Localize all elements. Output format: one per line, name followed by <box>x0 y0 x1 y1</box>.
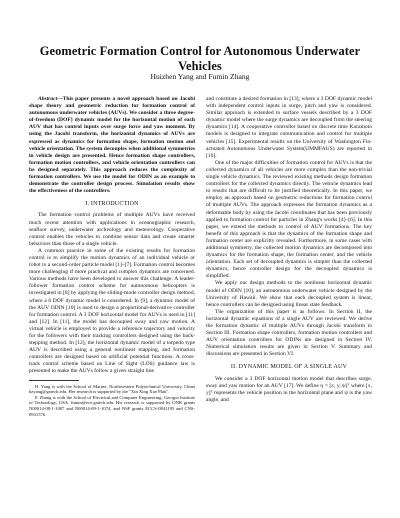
right-paragraph-2: One of the major difficulties of formation control for AUVs is that the collected dynamics of all vehicles are more complex than the non-trivial single vehicle dynamics. The reviewed existing methods design formation controllers for the collected dynamics directly. The vehicle dynamics lead to results that are difficult to be justified theoretically. In this paper, we employ an approach based on geometric reductions for formation control of multiple AUVs. The approach expresses the formation dynamics as a deformable body by using the Jacobi coordinates that has been previously applied to formation control for particles in Zhang's works [4]–[6]. In this paper, we extend the methods to control of AUV formations. The key benefit of this approach is that the dynamics of the formation shape and formation center are explicitly revealed. Furthermore, in some cases with additional symmetry, the collected motion dynamics are decomposed into dynamics for the formation shape, the formation center, and the vehicle orientation. Each set of decoupled dynamics is simpler than the collected dynamics, hence controller design for the decoupled dynamics is simplified. <box>206 159 372 280</box>
right-column <box>206 96 372 404</box>
paper-title: Geometric Formation Control for Autonomous Underwater Vehicles <box>39 44 361 73</box>
abstract-label: Abstract <box>38 96 58 102</box>
section-heading-introduction: I. INTRODUCTION <box>85 201 139 208</box>
abstract <box>29 96 195 195</box>
section-heading-dynamic-model: II. DYNAMIC MODEL OF A SINGLE AUV <box>230 364 348 371</box>
footnote-2: F. Zhang is with the School of Electrical and Computer Engineering, Georgia Institute of Technology, USA, fumin@ece.gatech.edu. His research is supported by ONR grants N00014-08-1-1007 and N00014-09-1-1074, and NSF grants ECCS-0841195 and CNS-0931576. <box>29 394 195 417</box>
footnotes <box>29 384 195 418</box>
intro-paragraph-1: The formation control problems of multiple AUVs have received much recent attention with applications in oceanographic research, seafloor survey, underwater archeology and meteorology. Cooperative control enables the vehicles to combine sensor data and create smarter behaviors than those of a single vehicle. <box>29 212 195 247</box>
right-paragraph-4: The organization of this paper is as follows. In Section II, the horizontal dynamic equations of a single AUV are reviewed. We derive the formation dynamic of multiple AUVs through Jacobi transform in Section III. Formation shape controllers, formation motion controllers and AUV orientation controllers for ODINs are designed in Section IV. Numerical simulation results are given in Section V. Summary and discussions are presented in Section VI. <box>206 308 372 358</box>
footnote-rule <box>29 380 79 381</box>
right-paragraph-1: and constitute a desired formation in [13], where a 3 DOF dynamic model with independent control inputs in surge, pitch and yaw is considered. Similar approach is extended to surface vessels described by a 3 DOF dynamic model where the surge dynamics are decoupled from the steering dynamics [14]. A cooperative controller based on discrete time Kuramoto models is designed to integrate communication and control for multiple vehicles [15]. Experimental results on the University of Washington Fin-actuated Autonomous Underwater System(UMMFAUS) are reported in [16]. <box>206 96 372 159</box>
right-paragraph-3: We apply our design methods to the nonlinear horizontal dynamic model of ODIN [10], an autonomous underwater vehicle designed by the University of Hawaii. We show that each decoupled system is linear, hence controllers can be designed using linear state feedback. <box>206 280 372 308</box>
intro-paragraph-2: A common practice in some of the existing results for formation control is to simplify the motion dynamics of an individual vehicle or robot to a second-order particle model [1]–[7]. Formation control becomes more challenging if more practical and complex dynamics are concerned. Various methods have been developed to answer this challenge. A leader-follower formation control scheme for autonomous helicopters is investigated in [8] by applying the sliding-mode controller design method, where a 6 DOF dynamic model is considered. In [9], a dynamic model of the AUV ODIN [10] is used to design a proportional-derivative controller for formation control. A 3 DOF horizontal model for AUVs is used in [11] and [12]. In [11], the model has decoupled sway and yaw motion. A virtual vehicle is employed to provide a reference trajectory and velocity for the followers with their tracking controllers designed using the back-stepping method. In [12], the horizontal dynamic model of a torpedo type AUV is described using a general nonlinear mapping, and formation controllers are designed based on artificial potential functions. A cross-track control scheme based on Line of Sight (LOS) guidance law is presented to make the AUVs follow a given straight line <box>29 247 195 375</box>
section2-paragraph-1: We consider a 3 DOF horizontal motion model that describes surge, sway and yaw motion for an AUV [17]. We define η = [x, y, ψ]ᵀ where [x, y]ᵀ represents the vehicle position in the horizontal plane and ψ is the yaw angle, and <box>206 375 372 403</box>
paper-authors: Huizhen Yang and Fumin Zhang <box>150 72 250 81</box>
abstract-text: —This paper presents a novel approach based on Jacobi shape theory and geometric reduction for formation control of autonomous underwater vehicles (AUVs). We consider a three degree-of-freedom (DOF) dynamic model for the horizontal motion of each AUV that has control inputs over surge force and yaw moment. By using the Jacobi transform, the horizontal dynamics of AUVs are expressed as dynamics for formation shape, formation motion and vehicle orientation. The system decouples when additional symmetries in vehicle design are presented. Hence formation shape controllers, formation motion controllers, and vehicle orientation controllers can be designed separately. This approach reduces the complexity of formation controllers. We use the model for ODIN as an example to demonstrate the controller design process. Simulation results show the effectiveness of the controllers. <box>29 96 195 195</box>
left-column <box>29 96 195 417</box>
footnote-1: H. Yang is with the School of Marine, Northwestern Polytechnical University, China hzyang@gatech.edu. Her research is supported by the "Xin Xing Xue Plan". <box>29 383 195 395</box>
